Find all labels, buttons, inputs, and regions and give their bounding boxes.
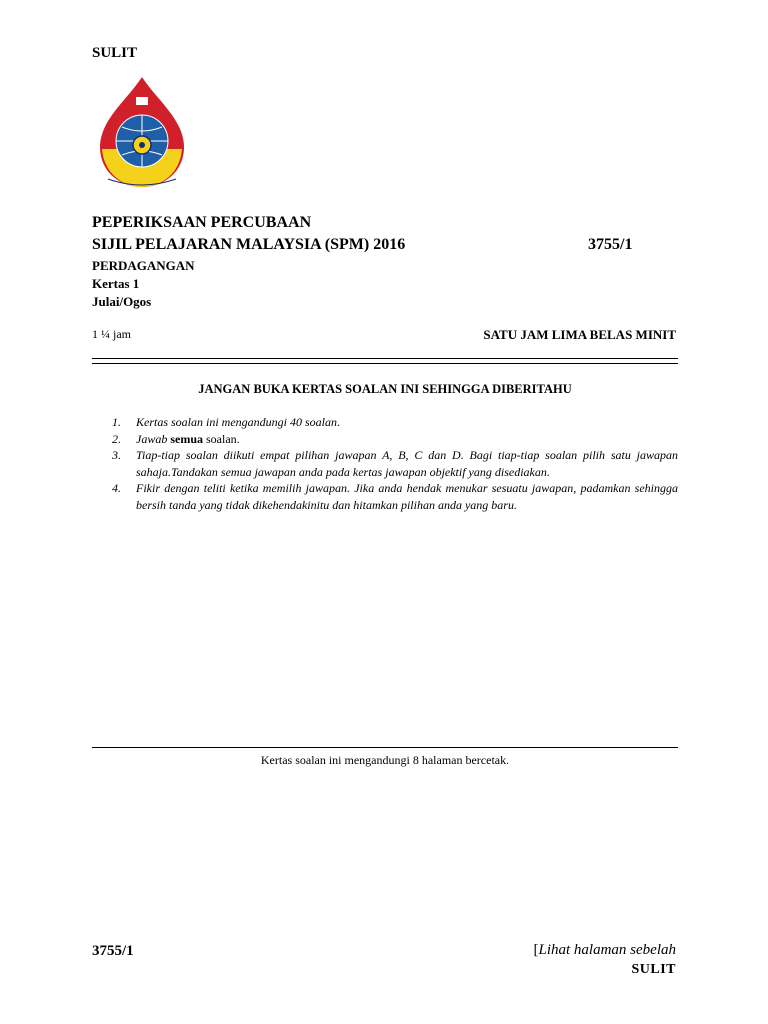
classification-bottom: SULIT (631, 962, 676, 977)
instruction-number: 2. (112, 431, 121, 446)
instruction-item (112, 447, 678, 480)
footer-divider (92, 747, 678, 748)
next-page-note (534, 942, 677, 959)
instruction-text: Tiap-tiap soalan diikuti empat pilihan jawapan A, B, C dan D. Bagi tiap-tiap soalan pilih satu jawapan sahaja.Tandakan semua jawapan anda pada kertas jawapan objektif yang disediakan. (136, 448, 678, 479)
subject-name: PERDAGANGAN (92, 258, 195, 273)
exam-subtitle: SIJIL PELAJARAN MALAYSIA (SPM) 2016 (92, 236, 406, 253)
school-crest-icon (92, 75, 192, 195)
divider-line (92, 363, 678, 364)
instruction-number: 1. (112, 415, 121, 429)
instruction-number: 4. (112, 481, 121, 495)
instruction-text-end: soalan. (203, 431, 240, 446)
instruction-emphasis: semua (170, 431, 204, 446)
exam-title: PEPERIKSAAN PERCUBAAN (92, 214, 312, 231)
paper-code: 3755/1 (588, 236, 633, 253)
warning-notice: JANGAN BUKA KERTAS SOALAN INI SEHINGGA DIBERITAHU (198, 382, 572, 396)
instruction-list (112, 414, 678, 513)
classification-top: SULIT (92, 45, 138, 61)
page-count-note: Kertas soalan ini mengandungi 8 halaman bercetak. (260, 753, 510, 767)
bracket-mark: [ (533, 942, 539, 958)
next-page-text: Lihat halaman sebelah (538, 942, 676, 958)
instruction-text: Kertas soalan ini mengandungi 40 soalan (136, 415, 338, 429)
duration-long: SATU JAM LIMA BELAS MINIT (483, 327, 676, 342)
duration-short: 1 ¼ jam (92, 327, 131, 341)
instruction-item (112, 431, 678, 448)
instruction-text: Jawab (136, 431, 171, 446)
paper-code-footer: 3755/1 (92, 943, 134, 959)
instruction-item (112, 414, 678, 431)
exam-month: Julai/Ogos (92, 294, 152, 309)
instruction-number: 3. (112, 448, 121, 462)
instruction-tail: . (337, 415, 341, 429)
paper-number: Kertas 1 (92, 276, 140, 291)
instruction-text: Fikir dengan teliti ketika memilih jawapan. Jika anda hendak menukar sesuatu jawapan, padamkan sehingga bersih tanda yang tidak dikehendakinitu dan hitamkan pilihan anda yang baru. (136, 481, 678, 512)
instruction-item (112, 480, 678, 513)
divider-line (92, 358, 678, 359)
